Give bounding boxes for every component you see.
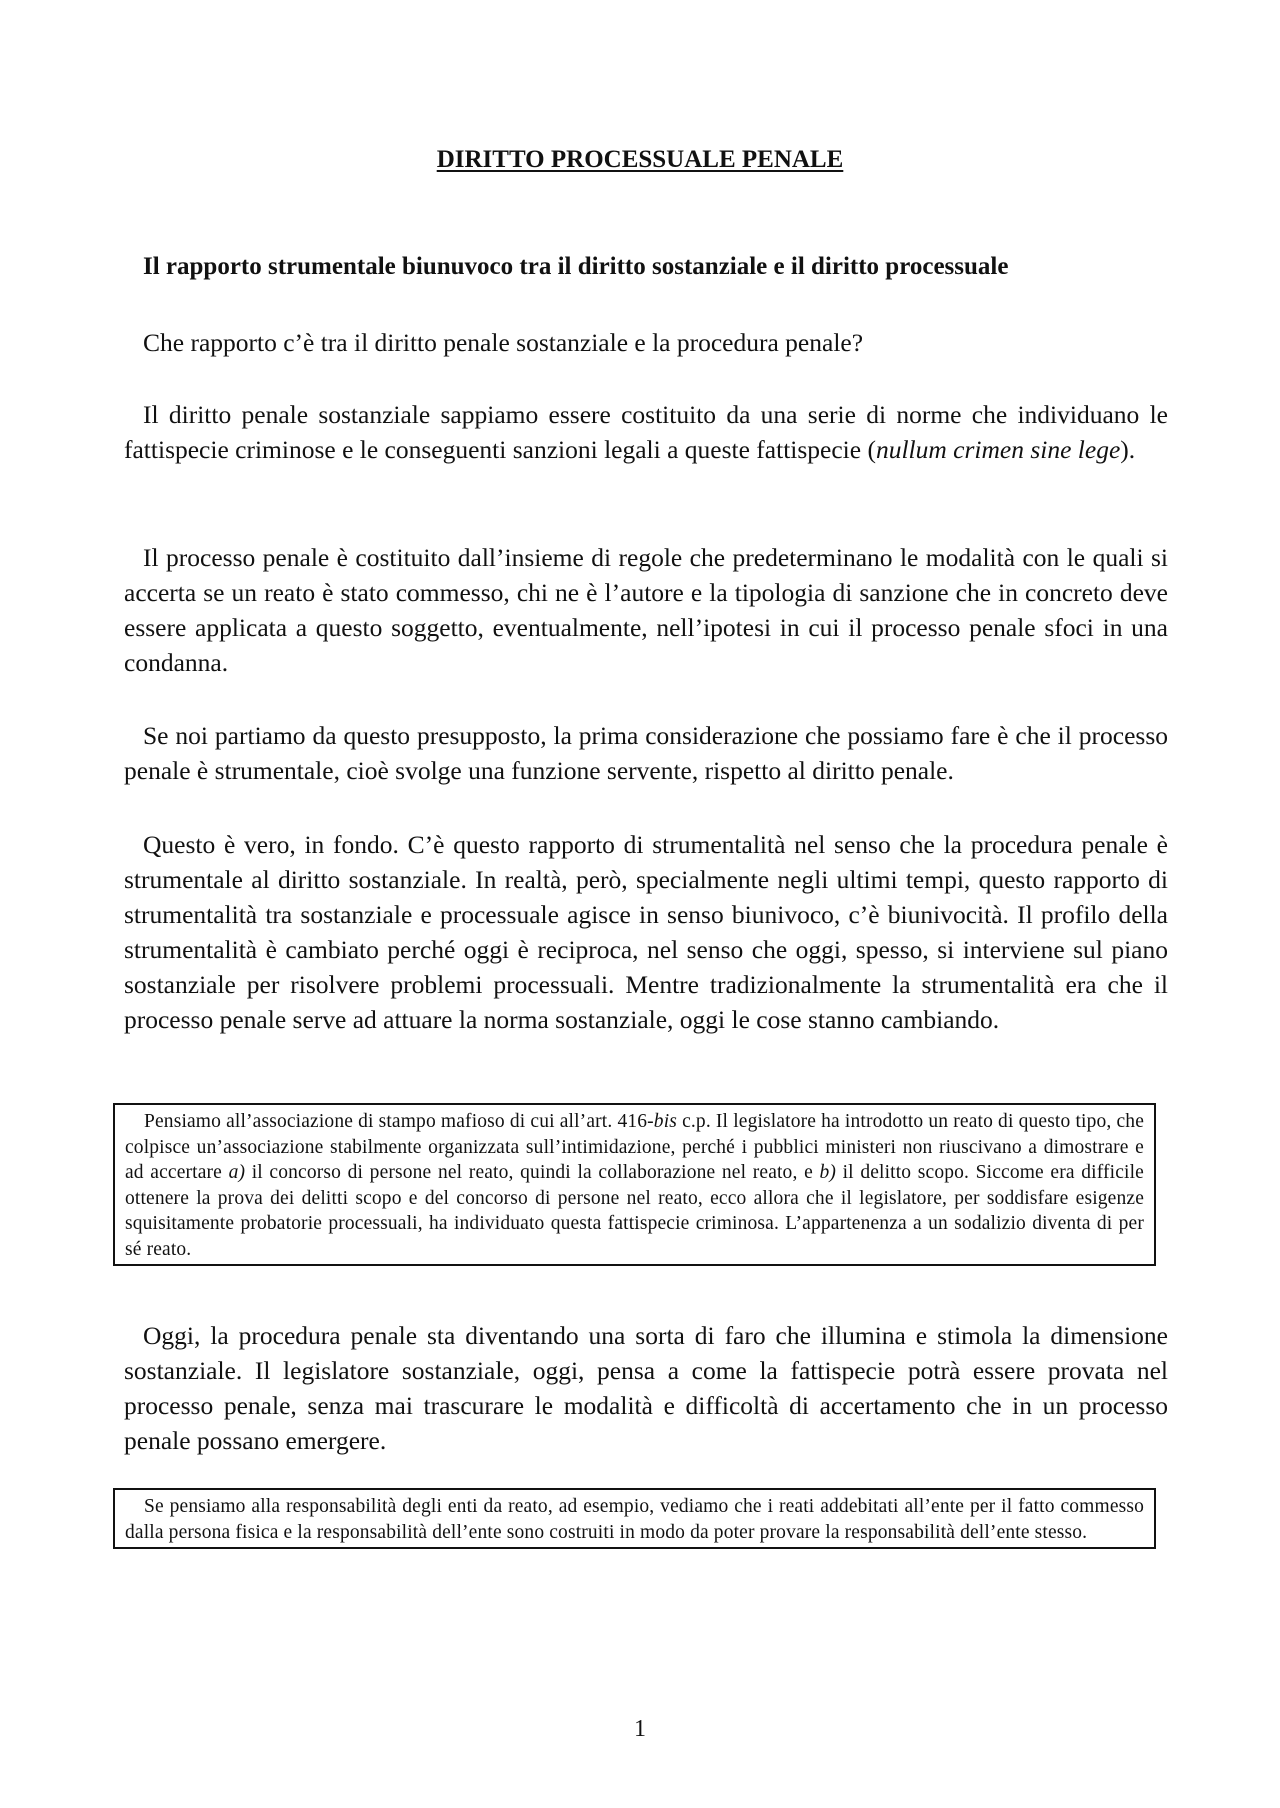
paragraph-instrumental: Se noi partiamo da questo presupposto, la prima considerazione che possiamo fare è che il processo penale è strumentale, cioè svolge una funzione servente, rispetto al diritto penale. xyxy=(124,721,1168,785)
document-title: DIRITTO PROCESSUALE PENALE xyxy=(436,146,844,173)
latin-maxim: nullum crimen sine lege xyxy=(875,435,1121,464)
paragraph-text: ). xyxy=(1120,435,1136,464)
example-box-text: Pensiamo all’associazione di stampo mafioso di cui all’art. 416-bis c.p. Il legislatore ha introdotto un reato di questo tipo, che colpisce un’associazione stabilmente organizzata sull’intimidazione, perché i pubblici ministeri non riuscivano a dimostrare e ad accertare a) il concorso di persone nel reato, quindi la collaborazione nel reato, e b) il delitto scopo. Siccome era difficile ottenere la prova dei delitti scopo e del concorso di persone nel reato, ecco allora che il legislatore, per soddisfare esigenze squisitamente probatorie processuali, ha individuato questa fattispecie criminosa. L’appartenenza a un sodalizio diventa di per sé reato. xyxy=(125,1111,1145,1260)
section-heading: Il rapporto strumentale biunuvoco tra il diritto sostanziale e il diritto processuale xyxy=(143,253,1009,280)
paragraph-lighthouse: Oggi, la procedura penale sta diventando una sorta di faro che illumina e stimola la dimensione sostanziale. Il legislatore sostanziale, oggi, pensa a come la fattispecie potrà essere provata nel processo penale, senza mai trascurare le modalità e difficoltà di accertamento che in un processo penale possano emergere. xyxy=(124,1321,1168,1455)
example-box-mafia xyxy=(113,1103,1156,1266)
paragraph-question: Che rapporto c’è tra il diritto penale sostanziale e la procedura penale? xyxy=(143,328,864,357)
paragraph-substantive-law xyxy=(124,397,1168,467)
example-box-text: Se pensiamo alla responsabilità degli enti da reato, ad esempio, vediamo che i reati addebitati all’ente per il fatto commesso dalla persona fisica e la responsabilità dell’ente sono costruiti in modo da poter provare la responsabilità dell’ente stesso. xyxy=(125,1496,1144,1543)
paragraph-text: Il diritto penale sostanziale sappiamo essere costituito da una serie di norme che individuano le fattispecie criminose e le conseguenti sanzioni legali a queste fattispecie ( xyxy=(124,400,1168,464)
paragraph-biunivocal: Questo è vero, in fondo. C’è questo rapporto di strumentalità nel senso che la procedura penale è strumentale al diritto sostanziale. In realtà, però, specialmente negli ultimi tempi, questo rapporto di strumentalità tra sostanziale e processuale agisce in senso biunivoco, c’è biunivocità. Il profilo della strumentalità è cambiato perché oggi è reciproca, nel senso che oggi, spesso, si interviene sul piano sostanziale per risolvere problemi processuali. Mentre tradizionalmente la strumentalità era che il processo penale serve ad attuare la norma sostanziale, oggi le cose stanno cambiando. xyxy=(124,830,1168,1034)
page-number: 1 xyxy=(634,1716,646,1742)
paragraph-criminal-process: Il processo penale è costituito dall’insieme di regole che predeterminano le modalità con le quali si accerta se un reato è stato commesso, chi ne è l’autore e la tipologia di sanzione che in concreto deve essere applicata a questo soggetto, eventualmente, nell’ipotesi in cui il processo penale sfoci in una condanna. xyxy=(124,543,1168,677)
example-box-entities xyxy=(113,1488,1156,1549)
